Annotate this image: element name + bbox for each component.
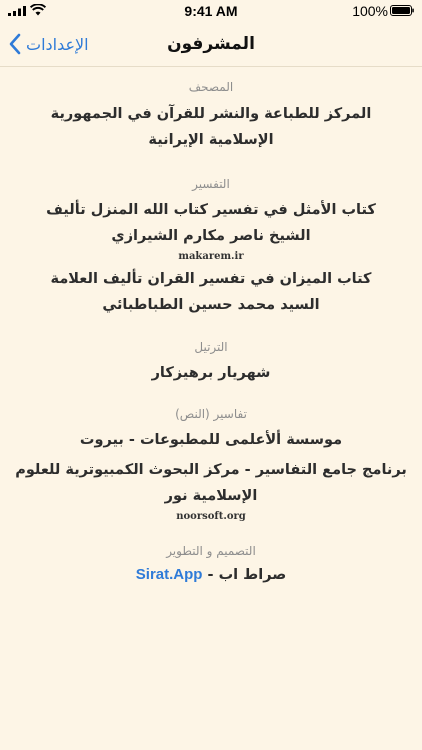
section-label-mushaf: المصحف [188,80,234,94]
sirat-app-link[interactable]: Sirat.App [135,566,203,583]
tafsir-credit-amthal: كتاب الأمثل في تفسير كتاب الله المنزل تأليف الشيخ ناصر مكارم الشيرازي [46,202,376,244]
section-label-design: التصميم و التطوير [166,544,256,558]
tafasir-credit-alami: موسسة ألأعلمی للمطبوعات - بيروت [79,432,343,448]
tafsir-credit-mizan: كتاب الميزان في تفسير القران تأليف العلامة السيد محمد حسين الطباطبائي [50,271,372,313]
credits-content [0,67,422,583]
design-credit [0,566,422,583]
status-bar [0,0,422,22]
battery-percentage: 100% [352,3,388,19]
back-button-label[interactable]: الإعدادات [26,34,89,54]
tafasir-credit-noor: برنامج جامع التفاسير - مركز البحوث الكمبيوترية للعلوم الإسلامية نور [15,462,407,504]
battery-icon [390,5,414,16]
tafsir-source: makarem.ir [178,251,244,262]
tarteel-credit: شهريار برهيزكار [151,365,271,381]
tafasir-source: noorsoft.org [176,511,246,522]
section-label-tarteel: الترتيل [194,340,228,354]
design-credit-text: صراط اب - [207,567,287,583]
status-time: 9:41 AM [184,3,238,19]
navigation-bar [0,22,422,67]
mushaf-credit: المركز للطباعة والنشر للقرآن في الجمهورية الإسلامية الإيرانية [50,106,372,148]
section-label-tafasir-text: تفاسير (النص) [175,407,247,421]
page-title: المشرفون [167,34,255,54]
section-label-tafsir: التفسير [192,177,230,191]
